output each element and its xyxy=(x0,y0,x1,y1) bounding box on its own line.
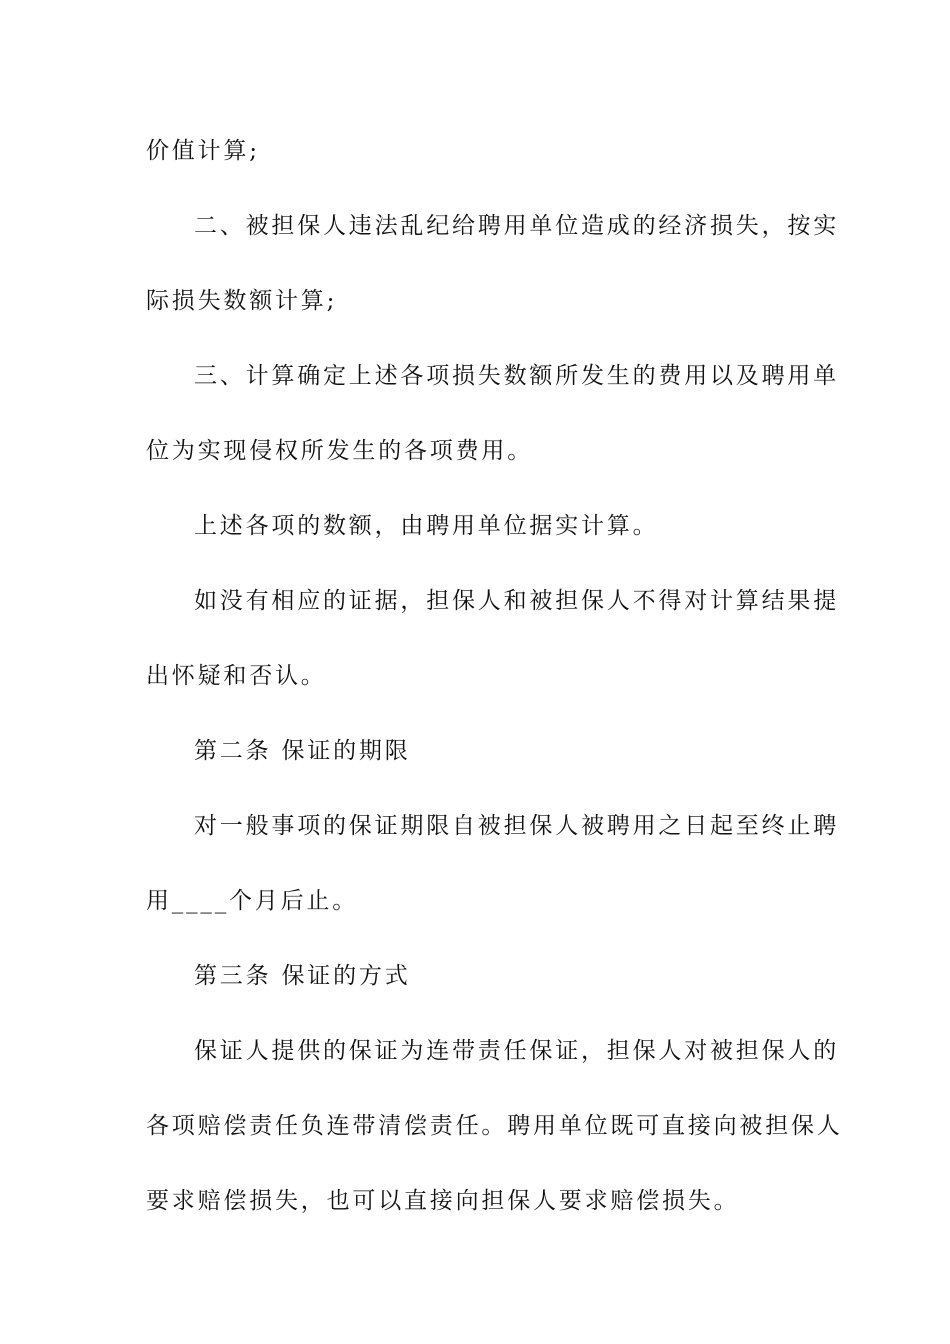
section-heading-article-two: 第二条 保证的期限 xyxy=(194,738,411,764)
text-line-evidence: 如没有相应的证据，担保人和被担保人不得对计算结果提 xyxy=(194,588,839,614)
text-line-guarantee-cont: 各项赔偿责任负连带清偿责任。聘用单位既可直接向被担保人 xyxy=(146,1113,843,1139)
text-line-item-three-cont: 位为实现侵权所发生的各项费用。 xyxy=(146,438,533,464)
text-line-item-three: 三、计算确定上述各项损失数额所发生的费用以及聘用单 xyxy=(194,363,839,389)
section-heading-article-three: 第三条 保证的方式 xyxy=(194,963,411,989)
text-line-guarantee: 保证人提供的保证为连带责任保证，担保人对被担保人的 xyxy=(194,1038,839,1064)
text-line-period: 对一般事项的保证期限自被担保人被聘用之日起至终止聘 xyxy=(194,813,839,839)
text-line-item-two-cont: 际损失数额计算; xyxy=(146,288,338,314)
text-line-period-cont: 用____个月后止。 xyxy=(146,888,358,914)
text-line-guarantee-end: 要求赔偿损失，也可以直接向担保人要求赔偿损失。 xyxy=(146,1188,740,1214)
text-line-item-two: 二、被担保人违法乱纪给聘用单位造成的经济损失，按实 xyxy=(194,213,839,239)
text-line-amounts: 上述各项的数额，由聘用单位据实计算。 xyxy=(194,513,659,539)
text-line-evidence-cont: 出怀疑和否认。 xyxy=(146,663,327,689)
text-line-continuation: 价值计算; xyxy=(146,138,260,164)
